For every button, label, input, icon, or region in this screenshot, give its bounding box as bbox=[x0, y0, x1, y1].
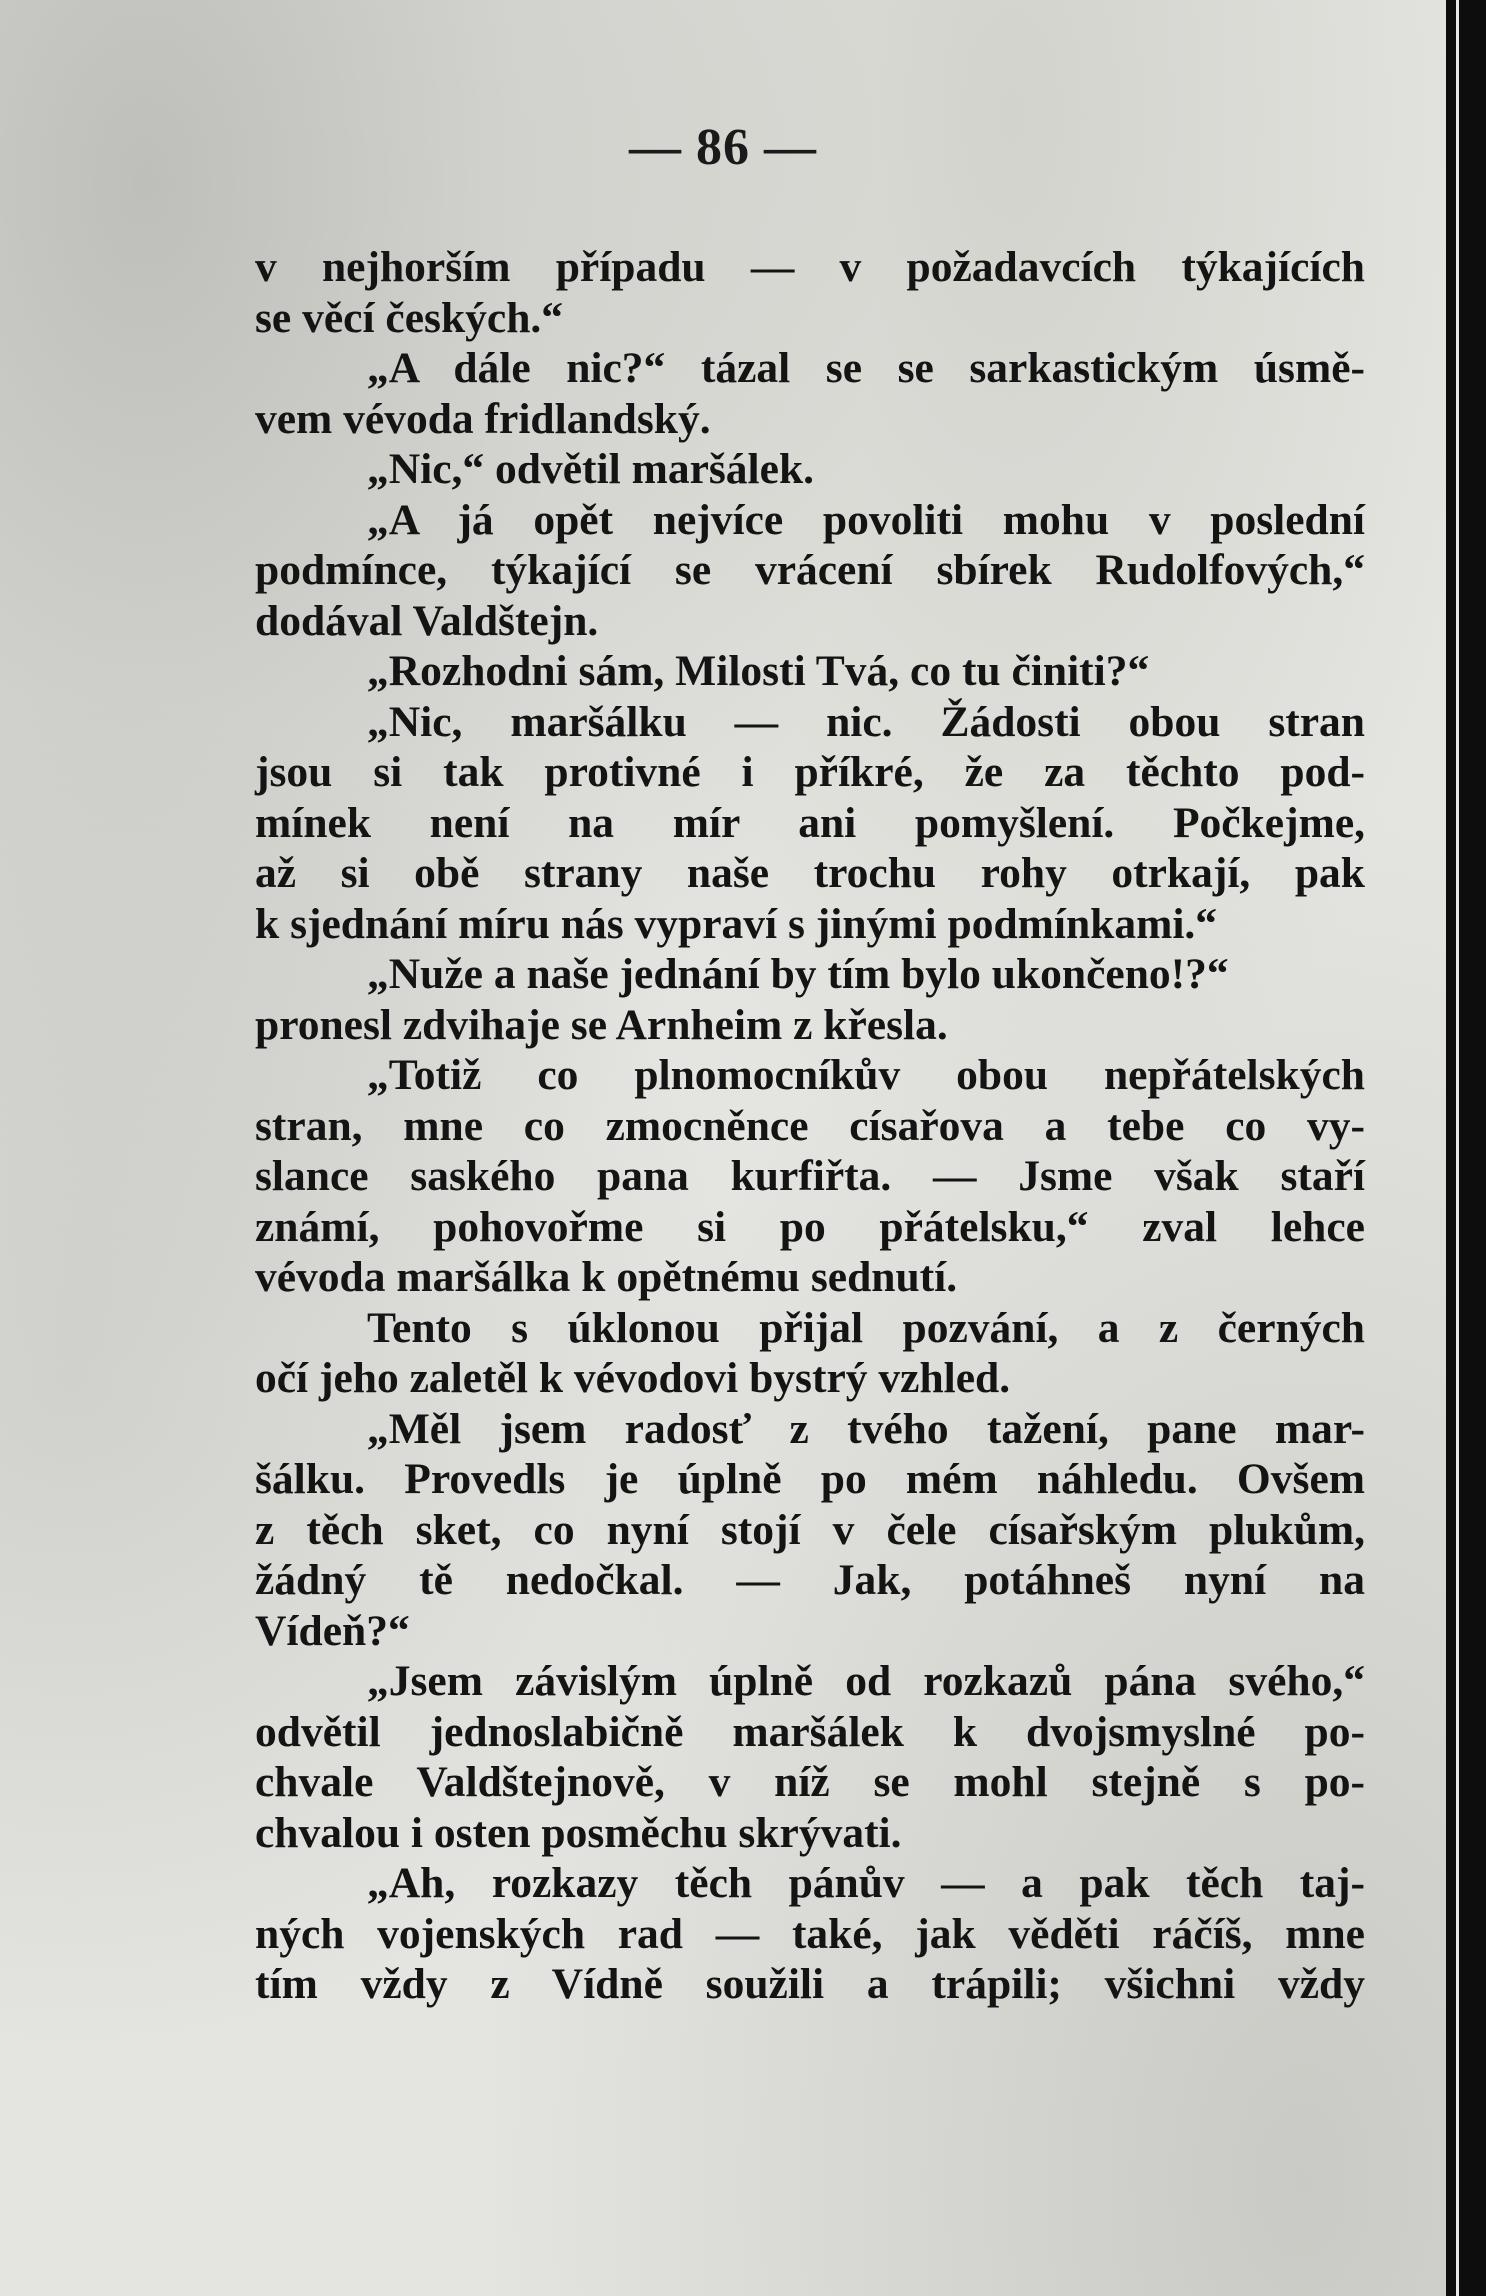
text-line: Tento s úklonou přijal pozvání, a z černých bbox=[367, 1303, 1365, 1352]
text-line: vem vévoda fridlandský. bbox=[255, 394, 711, 443]
text-line: jsou si tak protivné i příkré, že za těchto pod- bbox=[255, 748, 1365, 796]
text-line: chvale Valdštejnově, v níž se mohl stejně s po- bbox=[255, 1758, 1365, 1806]
text-line: k sjednání míru nás vypraví s jinými podmínkami.“ bbox=[255, 899, 1218, 948]
text-line: tím vždy z Vídně soužili a trápili; všichni vždy bbox=[255, 1960, 1365, 2008]
text-line: „Nic,“ odvětil maršálek. bbox=[367, 445, 815, 493]
page-number: — 86 — bbox=[629, 119, 817, 176]
text-line: „A dále nic?“ tázal se se sarkastickým úsmě- bbox=[367, 344, 1365, 392]
text-line: „A já opět nejvíce povoliti mohu v poslední bbox=[367, 495, 1365, 544]
text-line: známí, pohovořme si po přátelsku,“ zval lehce bbox=[255, 1202, 1365, 1251]
text-line: odvětil jednoslabičně maršálek k dvojsmyslné po- bbox=[255, 1707, 1365, 1756]
text-line: se věcí českých.“ bbox=[255, 293, 564, 342]
text-line: až si obě strany naše trochu rohy otrkají, pak bbox=[255, 849, 1365, 897]
text-line: ných vojenských rad — také, jak věděti ráčíš, mne bbox=[255, 1909, 1365, 1958]
text-line: „Rozhodni sám, Milosti Tvá, co tu činiti?“ bbox=[367, 647, 1150, 695]
text-line: slance saského pana kurfiřta. — Jsme však staří bbox=[255, 1152, 1365, 1200]
text-line: v nejhorším případu — v požadavcích týkajících bbox=[255, 243, 1365, 291]
text-line: „Nuže a naše jednání by tím bylo ukončeno!?“ bbox=[367, 950, 1229, 998]
text-line: podmínce, týkající se vrácení sbírek Rudolfových,“ bbox=[255, 546, 1365, 594]
text-line: „Jsem závislým úplně od rozkazů pána svého,“ bbox=[367, 1657, 1365, 1705]
text-line: Vídeň?“ bbox=[255, 1606, 410, 1655]
scan-edge bbox=[1446, 0, 1486, 2296]
text-line: žádný tě nedočkal. — Jak, potáhneš nyní na bbox=[255, 1556, 1365, 1604]
text-line: mínek není na mír ani pomyšlení. Počkejme, bbox=[255, 798, 1365, 847]
text-line: pronesl zdvihaje se Arnheim z křesla. bbox=[255, 1000, 948, 1049]
text-line: šálku. Provedls je úplně po mém náhledu. Ovšem bbox=[255, 1455, 1365, 1503]
text-line: dodával Valdštejn. bbox=[255, 596, 599, 645]
text-line: „Totiž co plnomocníkův obou nepřátelských bbox=[367, 1051, 1365, 1099]
text-line: chvalou i osten posměchu skrývati. bbox=[255, 1808, 902, 1857]
text-line: z těch sket, co nyní stojí v čele císařským plukům, bbox=[255, 1505, 1365, 1554]
text-line: „Nic, maršálku — nic. Žádosti obou stran bbox=[367, 697, 1365, 746]
body-text bbox=[255, 242, 1365, 2010]
text-line: stran, mne co zmocněnce císařova a tebe co vy- bbox=[255, 1101, 1365, 1150]
text-line: očí jeho zaletěl k vévodovi bystrý vzhled. bbox=[255, 1354, 1011, 1402]
text-line: vévoda maršálka k opětnému sednutí. bbox=[255, 1253, 958, 1301]
text-line: „Ah, rozkazy těch pánův — a pak těch taj- bbox=[367, 1859, 1365, 1907]
text-line: „Měl jsem radosť z tvého tažení, pane mar- bbox=[367, 1404, 1365, 1453]
